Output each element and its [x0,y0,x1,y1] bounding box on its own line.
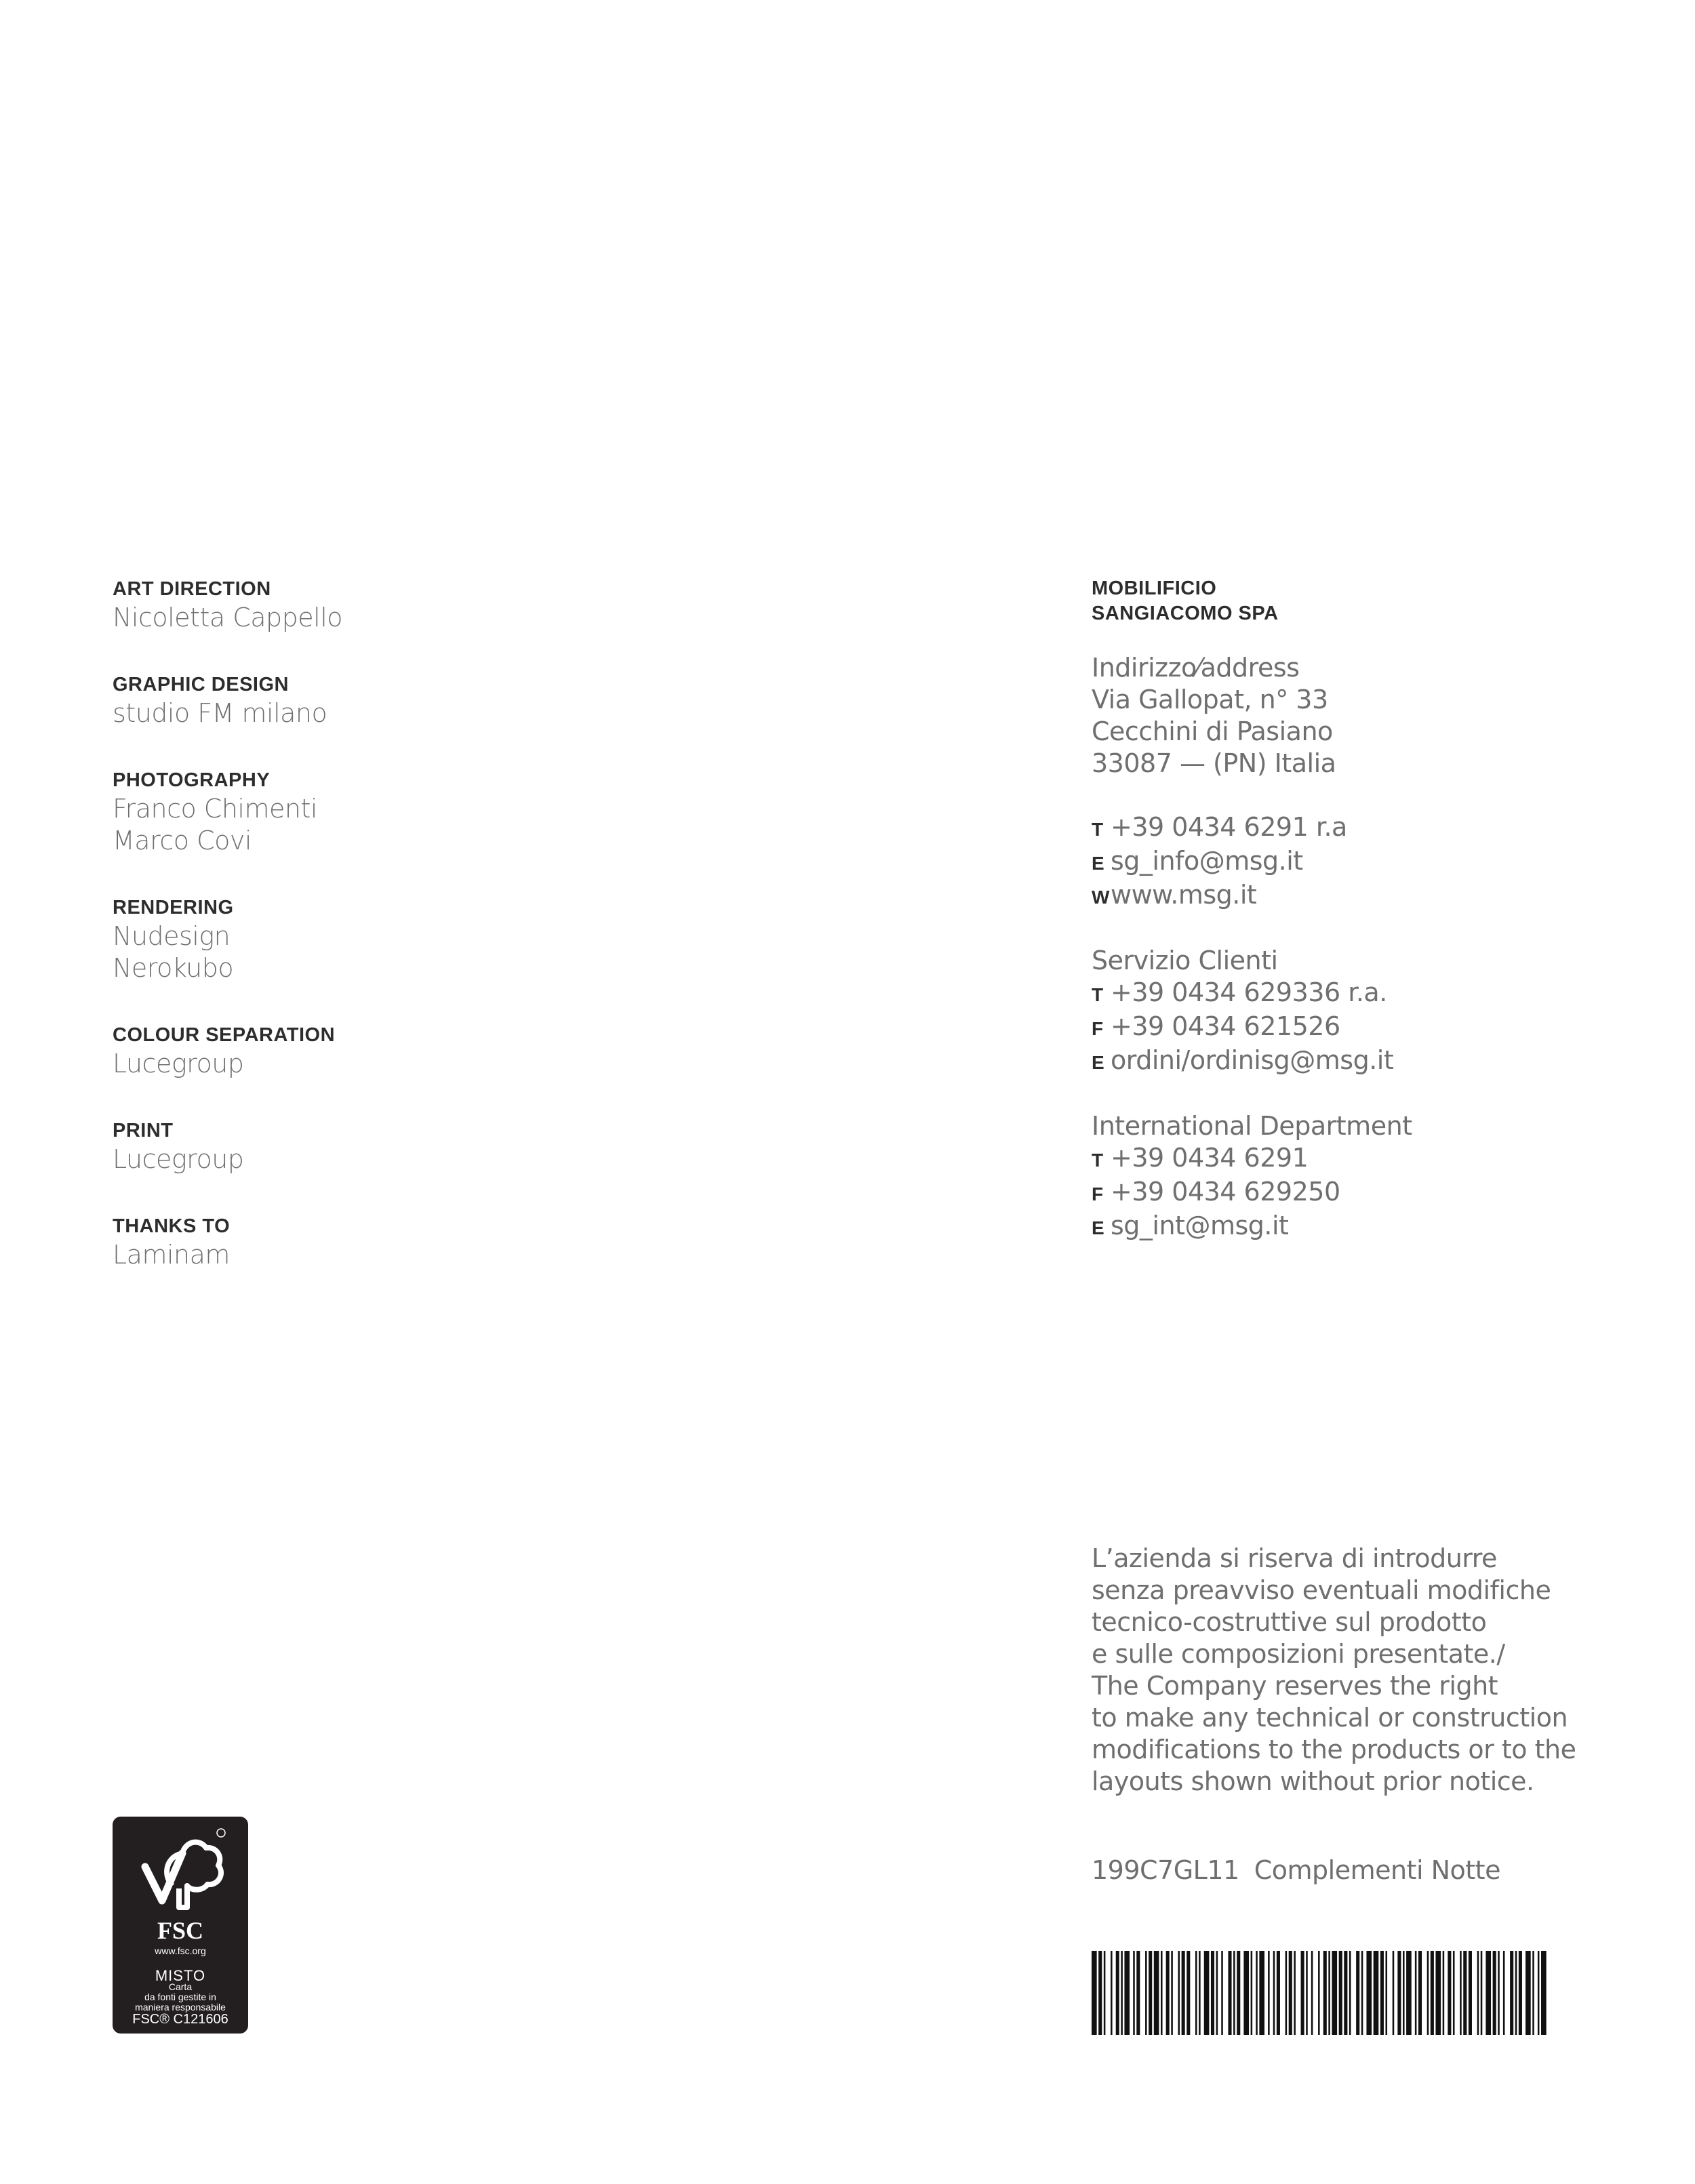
barcode-bar [1515,1951,1517,2035]
barcode-bar [1289,1951,1292,2035]
contact-value: +39 0434 629250 [1111,1177,1340,1207]
barcode-bar [1277,1951,1280,2035]
barcode-bar [1443,1951,1445,2035]
company-name: MOBILIFICIO [1092,578,1217,599]
address-line: 33087 — (PN) Italia [1092,748,1336,778]
credit-thanks-to [113,1213,723,1271]
credit-print [113,1118,723,1175]
credits-column [113,576,723,1309]
disclaimer-line: e sulle composizioni presentate./ [1092,1639,1505,1669]
fsc-category: MISTO [155,1967,206,1984]
disclaimer [1092,1543,1607,1798]
barcode-bar [1111,1951,1113,2035]
barcode-bar [1104,1951,1106,2035]
barcode-bar [1538,1951,1540,2035]
barcode-bar [1510,1951,1513,2035]
credit-label: COLOUR SEPARATION [113,1024,336,1046]
barcode-bar [1243,1951,1249,2035]
catalog-code-line [1092,1855,1500,1885]
barcode-bar [1431,1951,1434,2035]
credit-label: RENDERING [113,897,234,918]
barcode-bar [1393,1951,1395,2035]
barcode-bar [1418,1951,1422,2035]
contact-key: T [1092,1150,1103,1171]
service-contacts [1092,945,1634,1078]
contact-key: E [1092,853,1104,874]
main-contacts [1092,811,1634,913]
barcode-bar [1453,1951,1455,2035]
barcode-bar [1166,1951,1170,2035]
barcode-bar [1211,1951,1214,2035]
disclaimer-line: The Company reserves the right [1092,1671,1498,1701]
contact-key: F [1092,1018,1103,1039]
barcode-bar [1519,1951,1522,2035]
barcode-bar [1161,1951,1163,2035]
credit-photography [113,767,723,857]
credit-value: Nicoletta Cappello [113,603,343,632]
credit-value: studio FM milano [113,698,327,728]
credit-value: Laminam [113,1240,230,1270]
address-line: Via Gallopat, n° 33 [1092,685,1328,714]
barcode-bar [1092,1951,1097,2035]
company-address [1092,652,1634,780]
barcode-bar [1259,1951,1264,2035]
barcode-bar [1386,1951,1388,2035]
contact-value: +39 0434 621526 [1111,1011,1340,1041]
barcode-bar [1133,1951,1135,2035]
barcode-bar [1195,1951,1197,2035]
barcode-bar [1204,1951,1210,2035]
barcode-bar [1460,1951,1462,2035]
barcode-bar [1481,1951,1483,2035]
fsc-website: www.fsc.org [155,1945,206,1956]
contact-value: +39 0434 6291 r.a [1111,812,1347,842]
barcode-bar [1328,1951,1330,2035]
barcode-bar [1380,1951,1384,2035]
barcode-bar [1485,1951,1491,2035]
disclaimer-line: tecnico-costruttive sul prodotto [1092,1607,1487,1637]
barcode-bar [1116,1951,1119,2035]
credit-graphic-design [113,672,723,729]
barcode-bar [1427,1951,1429,2035]
contact-key: T [1092,984,1103,1005]
barcode-bar [1294,1951,1296,2035]
contact-web [1092,879,1634,913]
contact-key: T [1092,819,1103,840]
barcode-bar [1406,1951,1412,2035]
barcode-bar [1311,1951,1313,2035]
barcode-bar [1463,1951,1467,2035]
barcode-bar [1256,1951,1258,2035]
contact-value: +39 0434 6291 [1111,1143,1309,1173]
fsc-carta-line: da fonti gestite in [144,1991,216,2002]
contact-value: +39 0434 629336 r.a. [1111,977,1387,1007]
credit-label: PRINT [113,1120,174,1141]
contact-value: ordini/ordinisg@msg.it [1111,1045,1394,1075]
service-phone [1092,977,1634,1011]
barcode-bar [1182,1951,1185,2035]
address-line: Indirizzo⁄address [1092,653,1300,683]
barcode-bar [1136,1951,1140,2035]
barcode-bar [1532,1951,1534,2035]
barcode-bar [1233,1951,1235,2035]
credit-colour-separation [113,1022,723,1080]
fsc-tree-icon [132,1826,226,1918]
disclaimer-line: modifications to the products or to the [1092,1735,1576,1764]
catalog-code: 199C7GL11 [1092,1855,1239,1885]
contact-value: sg_info@msg.it [1111,846,1303,876]
disclaimer-line: layouts shown without prior notice. [1092,1766,1534,1796]
fsc-carta [113,1982,248,2013]
barcode-bar [1318,1951,1320,2035]
barcode-bar [1361,1951,1363,2035]
barcode-bar [1306,1951,1308,2035]
barcode-bar [1493,1951,1496,2035]
barcode-bar [1332,1951,1337,2035]
barcode-bar [1098,1951,1102,2035]
disclaimer-line: to make any technical or construction [1092,1703,1568,1733]
barcode-bar [1121,1951,1123,2035]
service-email [1092,1045,1634,1078]
credit-art-direction [113,576,723,634]
fsc-carta-line: maniera responsabile [135,2002,226,2013]
international-fax [1092,1176,1634,1210]
catalog-name: Complementi Notte [1254,1855,1500,1885]
barcode-bar [1339,1951,1342,2035]
barcode-bar [1186,1951,1190,2035]
barcode-bar [1366,1951,1372,2035]
fsc-carta-line: Carta [168,1981,193,1992]
fsc-license: FSC® C121606 [132,2012,228,2027]
barcode-bar [1374,1951,1379,2035]
disclaimer-line: senza preavviso eventuali modifiche [1092,1575,1551,1605]
service-title: Servizio Clienti [1092,946,1278,975]
barcode-bar [1397,1951,1401,2035]
barcode-bar [1124,1951,1130,2035]
contact-value: www.msg.it [1111,880,1257,910]
contact-email [1092,845,1634,879]
contact-key: W [1092,887,1109,908]
credit-value: Lucegroup [113,1049,244,1078]
credit-label: PHOTOGRAPHY [113,769,271,791]
barcode-bar [1498,1951,1500,2035]
barcode-bar [1178,1951,1180,2035]
barcode-bar [1237,1951,1240,2035]
barcode-bar [1301,1951,1304,2035]
international-phone [1092,1142,1634,1176]
address-line: Cecchini di Pasiano [1092,716,1333,746]
barcode-bar [1469,1951,1472,2035]
barcode-bar [1344,1951,1347,2035]
barcode-bar [1221,1951,1223,2035]
barcode-bar [1251,1951,1253,2035]
company-column [1092,576,1634,1244]
barcode-bar [1268,1951,1270,2035]
barcode-bar [1435,1951,1441,2035]
fsc-name [113,1918,248,1943]
disclaimer-line: L’azienda si riserva di introdurre [1092,1543,1497,1573]
barcode-bar [1273,1951,1275,2035]
credit-label: ART DIRECTION [113,578,271,600]
credit-value: Franco Chimenti [113,794,317,824]
barcode-bar [1228,1951,1231,2035]
international-title: International Department [1092,1111,1412,1141]
barcode-bar [1171,1951,1173,2035]
barcode-bar [1403,1951,1405,2035]
barcode-bar [1349,1951,1351,2035]
barcode-bar [1199,1951,1201,2035]
international-contacts [1092,1110,1634,1244]
contact-key: F [1092,1184,1103,1205]
barcode-bar [1323,1951,1327,2035]
credit-label: THANKS TO [113,1215,231,1237]
barcode-bar [1216,1951,1218,2035]
barcode-bar [1154,1951,1159,2035]
company-name: SANGIACOMO SPA [1092,603,1279,624]
credit-rendering [113,895,723,984]
barcode-bar [1541,1951,1547,2035]
fsc-logo [113,1817,248,2034]
credit-value: Marco Covi [113,826,252,855]
credit-value: Nudesign [113,921,231,951]
barcode-bar [1285,1951,1288,2035]
barcode-bar [1149,1951,1152,2035]
barcode-bar [1356,1951,1359,2035]
barcode-bar [1145,1951,1147,2035]
barcode-bar [1448,1951,1451,2035]
contact-key: E [1092,1217,1104,1238]
fsc-name-text: FSC [157,1917,203,1944]
barcode [1092,1951,1547,2035]
contact-key: E [1092,1052,1104,1073]
credit-value: Nerokubo [113,953,234,983]
service-fax [1092,1011,1634,1045]
credit-label: GRAPHIC DESIGN [113,674,289,695]
international-email [1092,1210,1634,1244]
barcode-bar [1526,1951,1531,2035]
contact-value: sg_int@msg.it [1111,1211,1289,1240]
barcode-bar [1477,1951,1479,2035]
credit-value: Lucegroup [113,1144,244,1174]
barcode-bar [1415,1951,1417,2035]
contact-phone [1092,811,1634,845]
barcode-bar [1503,1951,1505,2035]
